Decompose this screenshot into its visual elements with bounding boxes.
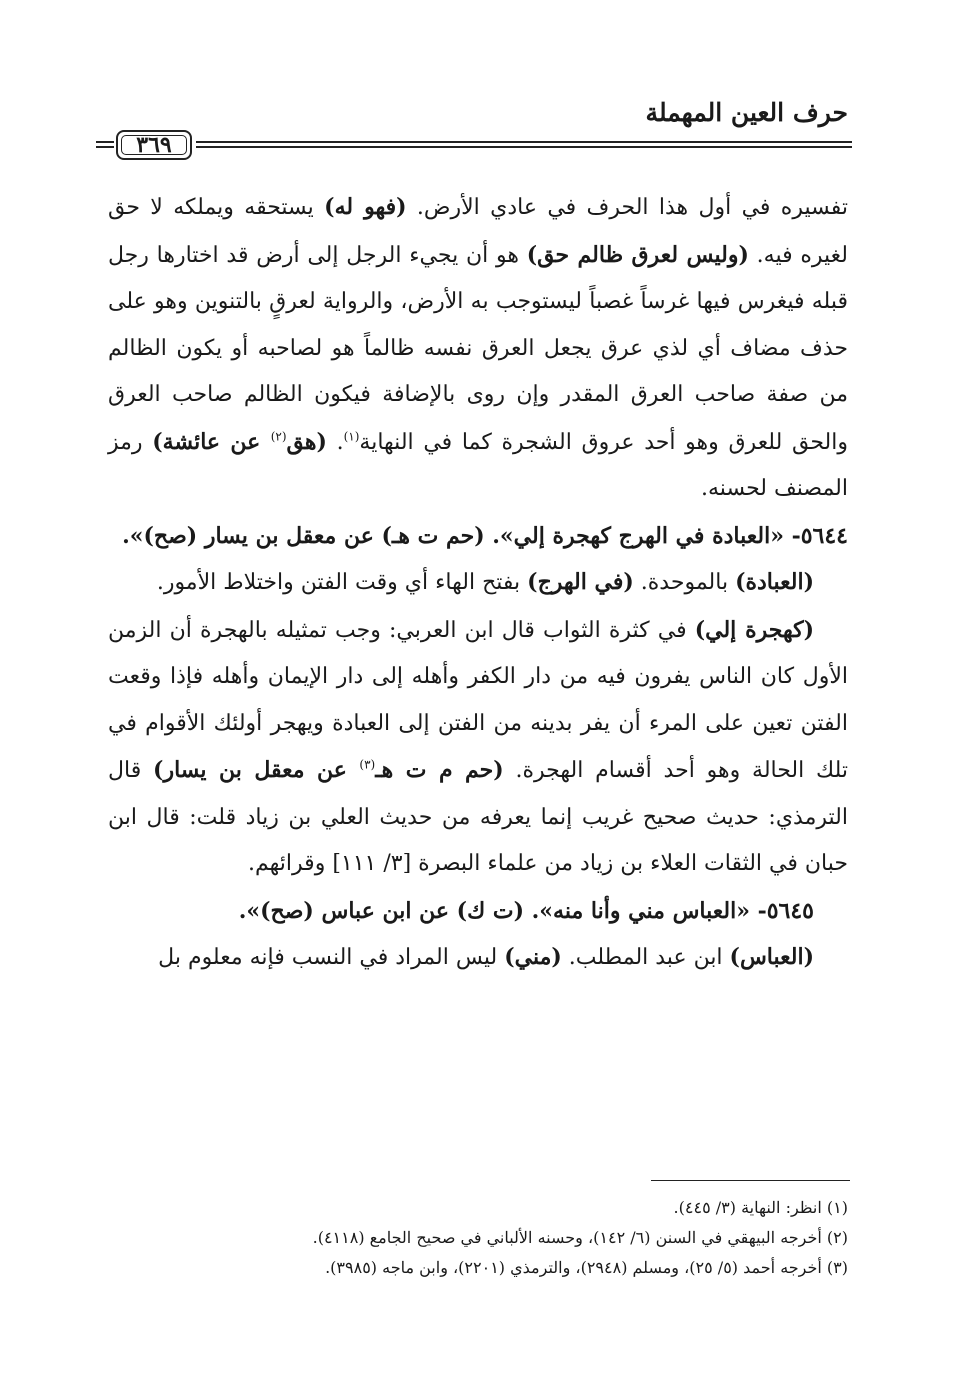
text-run: ابن عبد المطلب. bbox=[561, 945, 730, 970]
bold-phrase: (حم م ت هـ bbox=[375, 757, 504, 783]
main-text bbox=[108, 184, 848, 982]
paragraph-commentary-4 bbox=[108, 934, 848, 982]
footnote-3: (٣) أخرجه أحمد (٥/ ٢٥)، ومسلم (٢٩٤٨)، والترمذي (٢٢٠١)، وابن ماجه (٣٩٨٥). bbox=[325, 1258, 848, 1277]
footnote-ref-1: (١) bbox=[343, 429, 360, 444]
footnote-separator bbox=[651, 1180, 850, 1181]
text-run: بالموحدة. bbox=[633, 570, 736, 595]
text-run: . bbox=[326, 429, 344, 455]
header-rule-left-segment bbox=[96, 141, 114, 148]
paragraph-commentary-3 bbox=[108, 607, 848, 888]
bold-phrase: (كهجرة إلي) bbox=[694, 616, 814, 643]
bold-phrase: عن معقل بن يسار) bbox=[153, 757, 360, 783]
bold-phrase: (في الهرج) bbox=[527, 569, 634, 595]
page-number-box bbox=[116, 130, 192, 160]
bold-phrase: (وليس لعرق ظالم حق) bbox=[526, 241, 749, 268]
bold-phrase: (العباس) bbox=[729, 944, 814, 970]
bold-phrase: (العبادة) bbox=[735, 569, 814, 595]
text-run: قال الترمذي: حديث صحيح غريب إنما يعرفه من حديث العلي بن زياد قلت: قال ابن حبان في الثقات العلاء بن زياد من علماء البصرة [٣/ ١١١] وقرائهم. bbox=[108, 758, 848, 876]
hadith-5644: ٥٦٤٤- «العبادة في الهرج كهجرة إلي». (حم ت هـ) عن معقل بن يسار (صح)». bbox=[122, 522, 848, 549]
text-run: تفسيره في أول هذا الحرف في عادي الأرض. bbox=[406, 195, 848, 220]
text-run: هو أن يجيء الرجل إلى أرض قد اختارها رجل قبله فيغرس فيها غرساً غصباً ليستوجب به الأرض، والرواية لعرقٍ بالتنوين وهو على حذف مضاف أي لذي عرق يجعل العرق نفسه ظالماً هو لصاحبه أو يكون الظالم من صفة صاحب العرق المقدر وإن روى بالإضافة فيكون الظالم صاحب العرق والحق للعرق وهو أحد عروق الشجرة كما في النهاية bbox=[108, 242, 848, 455]
header-rule bbox=[96, 130, 852, 166]
running-header-title: حرف العين المهملة bbox=[645, 98, 848, 127]
text-run: في كثرة الثواب قال ابن العربي: وجب تمثيله بالهجرة أن الزمن الأول كان الناس يفرون فيه من دار الكفر وأهله إلى دار الإيمان وأهله فإذا وقعت الفتن تعين على المرء أن يفر بدينه من الفتن إلى العبادة ويهجر أولئك الأقوام في تلك الحالة وهو أحد أقسام الهجرة. bbox=[108, 617, 849, 783]
footnote-2: (٢) أخرجه البيهقي في السنن (٦/ ١٤٢)، وحسنه الألباني في صحيح الجامع (٤١١٨). bbox=[312, 1228, 848, 1247]
footnote-1: (١) انظر: النهاية (٣/ ٤٤٥). bbox=[673, 1198, 848, 1217]
footnote-ref-2: (٢) bbox=[270, 429, 287, 444]
bold-phrase: (هق bbox=[286, 428, 327, 455]
footnote-ref-3: (٣) bbox=[359, 757, 376, 772]
page-number: ٣٦٩ bbox=[136, 132, 172, 158]
bold-phrase: (مني) bbox=[504, 944, 562, 970]
header-double-line bbox=[196, 141, 852, 148]
text-run: ليس المراد في النسب فإنه معلوم بل bbox=[158, 945, 505, 970]
hadith-5645: ٥٦٤٥- «العباس مني وأنا منه». (ت ك) عن ابن عباس (صح)». bbox=[238, 897, 814, 924]
text-run: رمز المصنف لحسنه. bbox=[108, 429, 848, 501]
bold-phrase: (فهو له) bbox=[324, 194, 407, 220]
text-run: بفتح الهاء أي وقت الفتن واختلاط الأمور. bbox=[156, 570, 528, 595]
text-run: يستحقه ويملكه لا حق لغيره فيه. bbox=[108, 195, 848, 268]
bold-phrase: عن عائشة) bbox=[152, 428, 271, 455]
paragraph-commentary-1 bbox=[108, 184, 848, 513]
paragraph-commentary-2 bbox=[108, 559, 848, 607]
footnotes bbox=[108, 1193, 848, 1283]
